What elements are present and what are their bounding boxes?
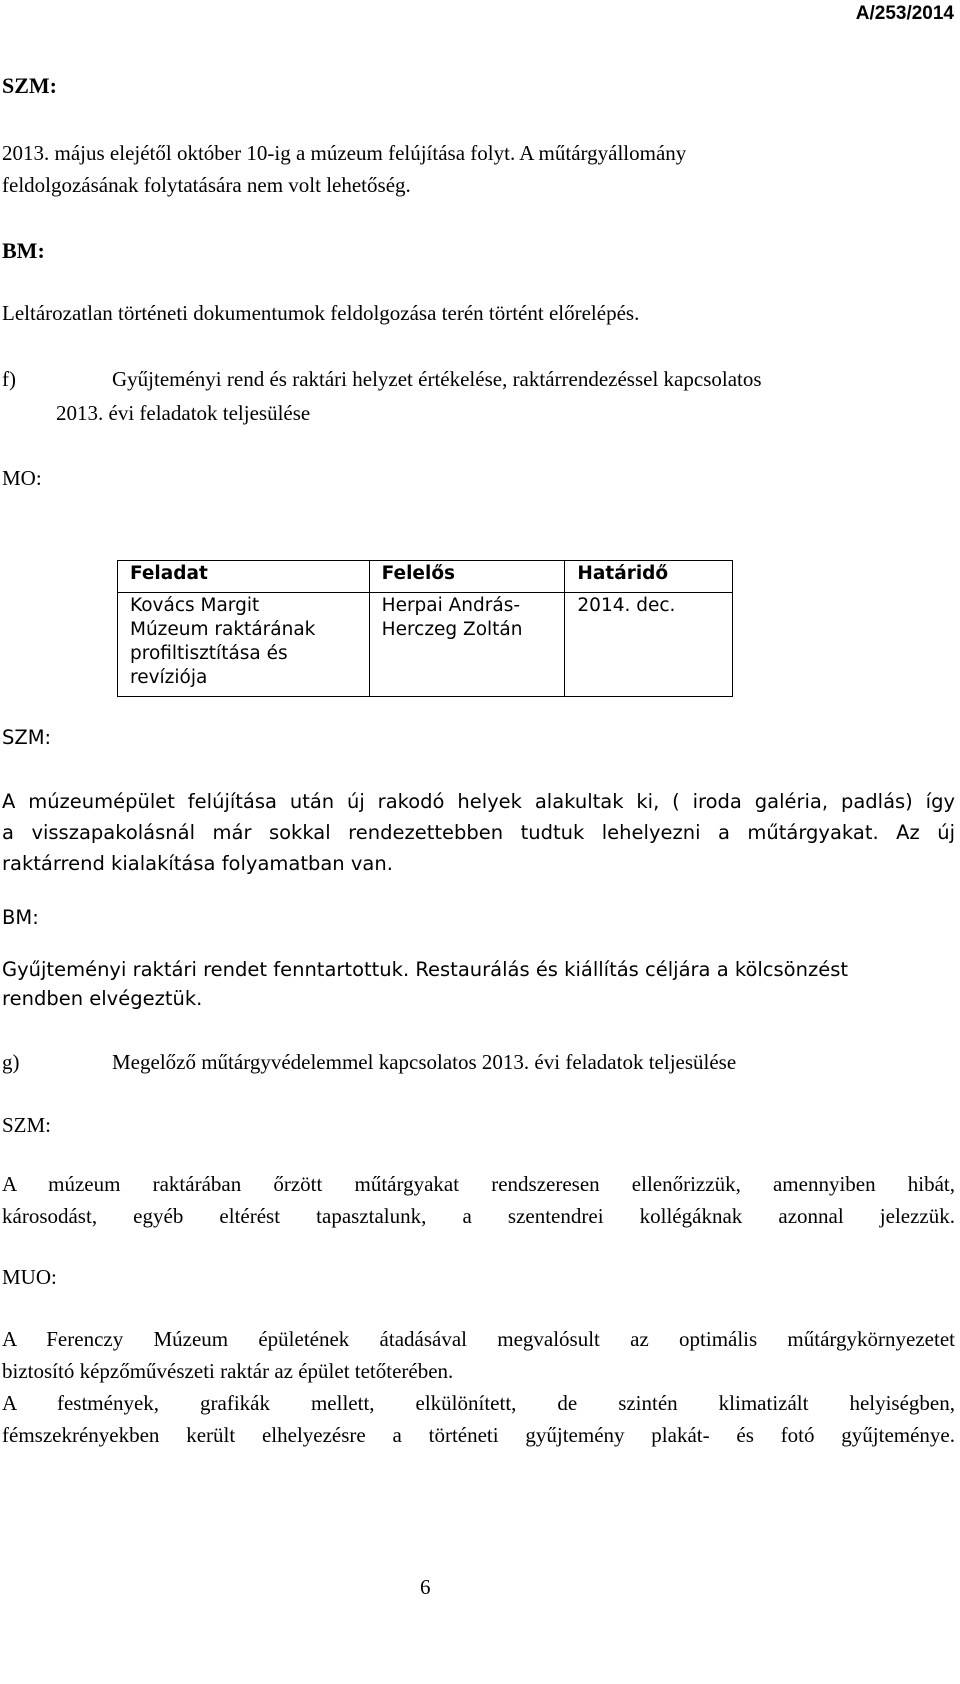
paragraph-line: 2013. május elejétől október 10-ig a múzeum felújítása folyt. A műtárgyállomány <box>2 141 687 165</box>
owner-cell <box>369 593 565 697</box>
paragraph-line: Leltározatlan történeti dokumentumok feldolgozása terén történt előrelépés. <box>2 301 640 325</box>
page-number: 6 <box>420 1575 431 1599</box>
column-header-owner: Felelős <box>369 561 565 593</box>
tasks-table <box>117 560 733 697</box>
section-heading-mo: MO: <box>2 466 42 490</box>
section-heading-szm: SZM: <box>2 73 57 98</box>
document-reference: A/253/2014 <box>855 3 954 24</box>
task-cell <box>118 593 370 697</box>
deadline-cell: 2014. dec. <box>565 593 733 697</box>
table-row <box>118 593 733 697</box>
column-header-deadline: Határidő <box>565 561 733 593</box>
list-item-text: 2013. évi feladatok teljesülése <box>56 401 311 425</box>
column-header-task: Feladat <box>118 561 370 593</box>
section-heading-muo: MUO: <box>2 1265 57 1289</box>
section-heading-bm: BM: <box>2 238 45 263</box>
paragraph-line: a visszapakolásnál már sokkal rendezettebben tudtuk lehelyezni a műtárgyakat. Az új <box>2 821 955 844</box>
paragraph-line: A festmények, grafikák mellett, elkülönített, de szintén klimatizált helyiségben, <box>2 1391 955 1415</box>
section-heading-szm: SZM: <box>2 1113 52 1137</box>
cell-line: profiltisztítása és <box>130 643 288 665</box>
table-header-row <box>118 561 733 593</box>
paragraph-line: A múzeum raktárában őrzött műtárgyakat rendszeresen ellenőrizzük, amennyiben hibát, <box>2 1172 955 1196</box>
paragraph-line: Gyűjteményi raktári rendet fenntartottuk. Restaurálás és kiállítás céljára a kölcsönzést <box>2 958 849 981</box>
paragraph-line: feldolgozásának folytatására nem volt lehetőség. <box>2 173 411 197</box>
cell-line: Múzeum raktárának <box>130 619 316 641</box>
list-label-f: f) <box>2 367 16 391</box>
paragraph-line: biztosító képzőművészeti raktár az épület tetőterében. <box>2 1359 454 1383</box>
paragraph-line: A Ferenczy Múzeum épületének átadásával megvalósult az optimális műtárgykörnyezetet <box>2 1327 955 1351</box>
paragraph-line: raktárrend kialakítása folyamatban van. <box>2 852 393 875</box>
list-item-text: Megelőző műtárgyvédelemmel kapcsolatos 2013. évi feladatok teljesülése <box>112 1050 737 1074</box>
cell-line: revíziója <box>130 667 208 689</box>
paragraph-line: A múzeumépület felújítása után új rakodó helyek alakultak ki, ( iroda galéria, padlás) így <box>2 790 955 813</box>
section-heading-bm: BM: <box>2 906 39 929</box>
cell-line: Kovács Margit <box>130 595 260 617</box>
cell-line: Herczeg Zoltán <box>381 619 523 641</box>
paragraph-line: rendben elvégeztük. <box>2 987 203 1010</box>
paragraph-line: fémszekrényekben került elhelyezésre a történeti gyűjtemény plakát- és fotó gyűjteménye. <box>2 1423 955 1447</box>
list-item-text: Gyűjteményi rend és raktári helyzet értékelése, raktárrendezéssel kapcsolatos <box>112 367 762 391</box>
paragraph-line: károsodást, egyéb eltérést tapasztalunk, a szentendrei kollégáknak azonnal jelezzük. <box>2 1204 955 1228</box>
cell-line: Herpai András- <box>381 595 521 617</box>
section-heading-szm: SZM: <box>2 726 52 749</box>
list-label-g: g) <box>2 1050 20 1074</box>
